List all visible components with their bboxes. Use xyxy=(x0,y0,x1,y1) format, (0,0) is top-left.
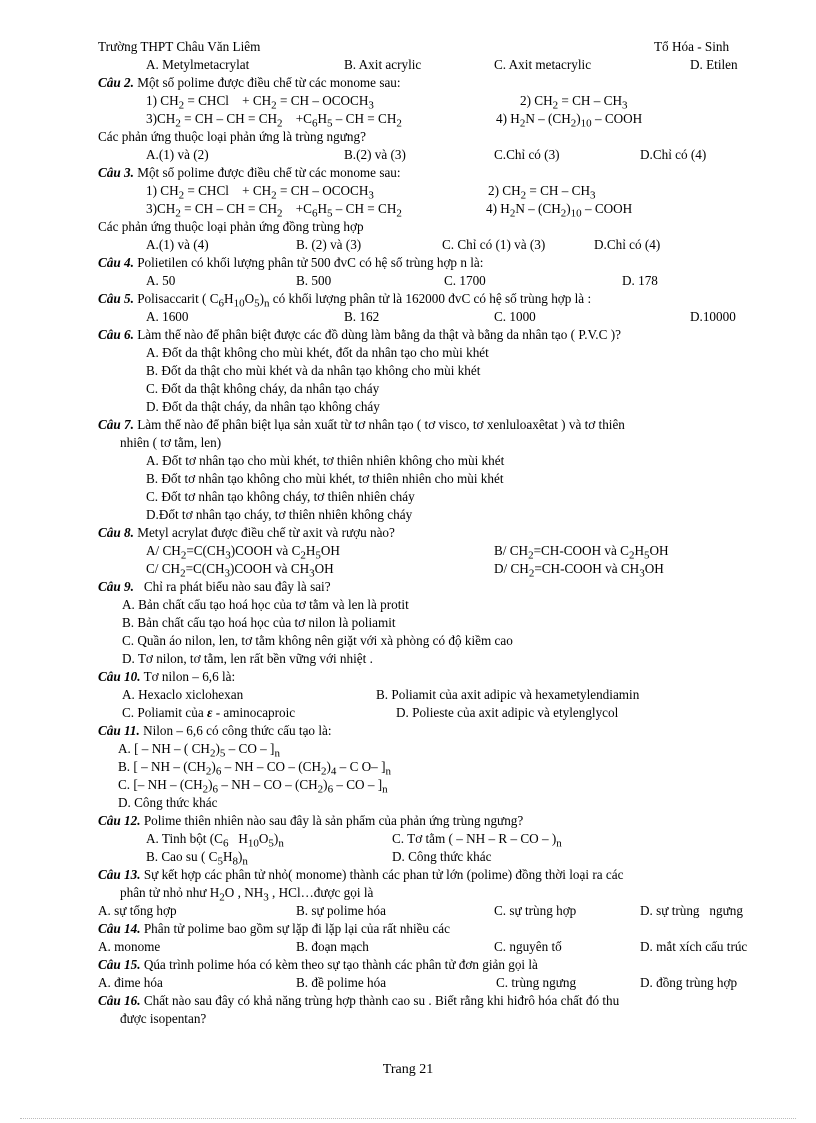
text-line: C. Chỉ có (1) và (3) xyxy=(442,237,546,252)
text-line: B. đoạn mạch xyxy=(296,939,369,954)
text-line: D. Polieste của axit adipic và etylenglycol xyxy=(396,705,619,720)
text-line: D. sự trùng ngưng xyxy=(640,903,743,918)
page-bottom-divider xyxy=(20,1118,796,1119)
school-name: Trường THPT Châu Văn Liêm xyxy=(98,39,261,54)
text-line: Câu 4. Polietilen có khối lượng phân tử 500 đvC có hệ số trùng hợp n là: xyxy=(98,255,484,270)
text-line: Câu 15. Qúa trình polime hóa có kèm theo sự tạo thành các phân tử đơn giản gọi là xyxy=(98,957,538,972)
text-line: 1) $CH_2$ = CHCl + $CH_2$ = CH – $OCOCH_3$ xyxy=(146,93,374,112)
text-line: Câu 10. Tơ nilon – 6,6 là: xyxy=(98,669,236,684)
text-line: Câu 9. Chỉ ra phát biểu nào sau đây là sai? xyxy=(98,579,331,594)
text-line: Câu 12. Polime thiên nhiên nào sau đây là sản phẩm của phản ứng trùng ngưng? xyxy=(98,813,524,828)
text-line: B. 500 xyxy=(296,273,332,288)
text-line: D. đồng trùng hợp xyxy=(640,975,738,990)
text-line: C. nguyên tố xyxy=(494,939,562,954)
text-line: Câu 3. Một số polime được điều chế từ các monome sau: xyxy=(98,165,401,180)
text-line: B.(2) và (3) xyxy=(344,147,406,162)
text-line: C. Tơ tằm ( – NH – R – CO – )$_n$ xyxy=(392,831,562,850)
text-line: C. Đốt da thật không cháy, da nhân tạo cháy xyxy=(146,381,380,396)
text-line: 2) $CH_2$ = CH – $CH_3$ xyxy=(520,93,628,112)
text-line: D.Chỉ có (4) xyxy=(640,147,707,162)
text-line: A. [ – NH – ( $CH_2)_5$ – CO – ]$_n$ xyxy=(118,741,280,760)
text-line: D. Đốt da thật cháy, da nhân tạo không cháy xyxy=(146,399,380,414)
text-line: Câu 14. Phân tử polime bao gồm sự lặp đi lặp lại của rất nhiều các xyxy=(98,921,450,936)
text-line: A. Tinh bột ($C_6$ $H_{10}O_5)_n$ xyxy=(146,831,284,850)
text-line: A.(1) và (2) xyxy=(146,147,209,162)
text-line: B. Bản chất cấu tạo hoá học của tơ nilon là poliamit xyxy=(122,615,396,630)
text-line: B. Poliamit của axit adipic và hexametylendiamin xyxy=(376,687,640,702)
text-line: C. Poliamit của ε - aminocaproic xyxy=(122,705,296,720)
text-line: B. Đốt da thật cho mùi khét và da nhân tạo không cho mùi khét xyxy=(146,363,481,378)
text-line: C. Quần áo nilon, len, tơ tằm không nên giặt với xà phòng có độ kiềm cao xyxy=(122,633,513,648)
text-line: C. [– NH – $(CH_2)_6$ – NH – CO – $(CH_2)_6$ – CO – ]$_n$ xyxy=(118,777,388,796)
text-line: A. Đốt da thật không cho mùi khét, đốt da nhân tạo cho mùi khét xyxy=(146,345,489,360)
text-line: A. 50 xyxy=(146,273,176,288)
text-line: 4) $H_2N - (CH_2)_{10}$ – COOH xyxy=(486,201,633,220)
text-line: 1) $CH_2$ = CHCl + $CH_2$ = CH – $OCOCH_3$ xyxy=(146,183,374,202)
text-line: 4) $H_2N - (CH_2)_{10}$ – COOH xyxy=(496,111,643,130)
text-line: A. sự tổng hợp xyxy=(98,903,177,918)
text-line: nhiên ( tơ tằm, len) xyxy=(120,435,222,450)
text-line: B/ $CH_2=CH$-COOH và $C_2H_5OH$ xyxy=(494,543,669,562)
text-line: B. 162 xyxy=(344,309,380,324)
text-line: D.Đốt tơ nhân tạo cháy, tơ thiên nhiên không cháy xyxy=(146,507,413,522)
text-line: C. sự trùng hợp xyxy=(494,903,577,918)
text-line: A. 1600 xyxy=(146,309,189,324)
text-line: D. Công thức khác xyxy=(118,795,218,810)
text-line: Câu 2. Một số polime được điều chế từ các monome sau: xyxy=(98,75,401,90)
text-line: C. trùng ngưng xyxy=(496,975,577,990)
text-line: Câu 16. Chất nào sau đây có khả năng trùng hợp thành cao su . Biết rằng khi hiđrô hóa chất đó thu xyxy=(98,993,620,1008)
text-line: Câu 7. Làm thế nào để phân biệt lụa sản xuất từ tơ nhân tạo ( tơ visco, tơ xenluloaxêtat ) và tơ thiên xyxy=(98,417,625,432)
text-line: D/ $CH_2=CH$-COOH và $CH_3OH$ xyxy=(494,561,664,580)
text-line: B. sự polime hóa xyxy=(296,903,386,918)
text-line: A/ $CH_2=C(CH_3)COOH$ và $C_2H_5OH$ xyxy=(146,543,340,562)
text-line: D.Chỉ có (4) xyxy=(594,237,661,252)
text-line: C. 1700 xyxy=(444,273,486,288)
text-line: A. Metylmetacrylat xyxy=(146,57,250,72)
text-line: được isopentan? xyxy=(120,1011,207,1026)
text-line: B. đề polime hóa xyxy=(296,975,387,990)
text-line: A. Hexaclo xiclohexan xyxy=(122,687,244,702)
text-line: D. 178 xyxy=(622,273,658,288)
department-name: Tổ Hóa - Sinh xyxy=(654,39,730,54)
text-line: B. Axit acrylic xyxy=(344,57,422,72)
text-line: A. monome xyxy=(98,939,161,954)
text-line: $3)CH_2$ = CH – CH = $CH_2$ $+C_6H_5$ – CH = $CH_2$ xyxy=(146,111,402,130)
text-line: Câu 8. Metyl acrylat được điều chế từ axit và rượu nào? xyxy=(98,525,395,540)
text-line: $3)CH_2$ = CH – CH = $CH_2$ $+C_6H_5$ – CH = $CH_2$ xyxy=(146,201,402,220)
text-line: A. Bản chất cấu tạo hoá học của tơ tằm và len là protit xyxy=(122,597,409,612)
text-line: Câu 5. Polisaccarit ( $C_6H_{10}O_5)_n$ có khối lượng phân tử là 162000 đvC có hệ số trùng hợp là : xyxy=(98,291,592,310)
text-line: phân tử nhỏ như $H_2O$ , $NH_3$ , HCl…được gọi là xyxy=(120,885,374,904)
text-line: Câu 11. Nilon – 6,6 có công thức cấu tạo là: xyxy=(98,723,332,738)
text-line: D. Công thức khác xyxy=(392,849,492,864)
text-line: Câu 13. Sự kết hợp các phân tử nhỏ( monome) thành các phan tử lớn (polime) đồng thời loại ra các xyxy=(98,867,624,882)
text-line: C. 1000 xyxy=(494,309,536,324)
text-line: C. Đốt tơ nhân tạo không cháy, tơ thiên nhiên cháy xyxy=(146,489,415,504)
text-line: C/ $CH_2=C(CH_3)COOH$ và $CH_3OH$ xyxy=(146,561,334,580)
text-line: C. Axit metacrylic xyxy=(494,57,592,72)
text-line: Câu 6. Làm thế nào để phân biệt được các đồ dùng làm bằng da thật và bằng da nhân tạo ( P.V.C )? xyxy=(98,327,621,342)
text-line: 2) $CH_2$ = CH – $CH_3$ xyxy=(488,183,596,202)
text-line: B. Cao su ( $C_5H_8)_n$ xyxy=(146,849,248,868)
text-line: B. [ – NH – $(CH_2)_6$ – NH – CO – $(CH_2)_4$ – C O– ]$_n$ xyxy=(118,759,391,778)
text-line: Các phản ứng thuộc loại phản ứng là trùng ngưng? xyxy=(98,129,366,144)
text-line: B. Đốt tơ nhân tạo không cho mùi khét, tơ thiên nhiên cho mùi khét xyxy=(146,471,504,486)
text-line: D. Etilen xyxy=(690,57,738,72)
page-number: Trang 21 xyxy=(382,1062,434,1077)
text-line: D. mắt xích cấu trúc xyxy=(640,939,748,954)
text-line: B. (2) và (3) xyxy=(296,237,362,252)
text-line: A.(1) và (4) xyxy=(146,237,209,252)
text-line: C.Chỉ có (3) xyxy=(494,147,560,162)
text-line: D. Tơ nilon, tơ tằm, len rất bền vững với nhiệt . xyxy=(122,651,373,666)
text-line: Các phản ứng thuộc loại phản ứng đồng trùng hợp xyxy=(98,219,364,234)
text-line: D.10000 xyxy=(690,309,736,324)
text-line: A. Đốt tơ nhân tạo cho mùi khét, tơ thiên nhiên không cho mùi khét xyxy=(146,453,505,468)
text-line: A. đime hóa xyxy=(98,975,163,990)
